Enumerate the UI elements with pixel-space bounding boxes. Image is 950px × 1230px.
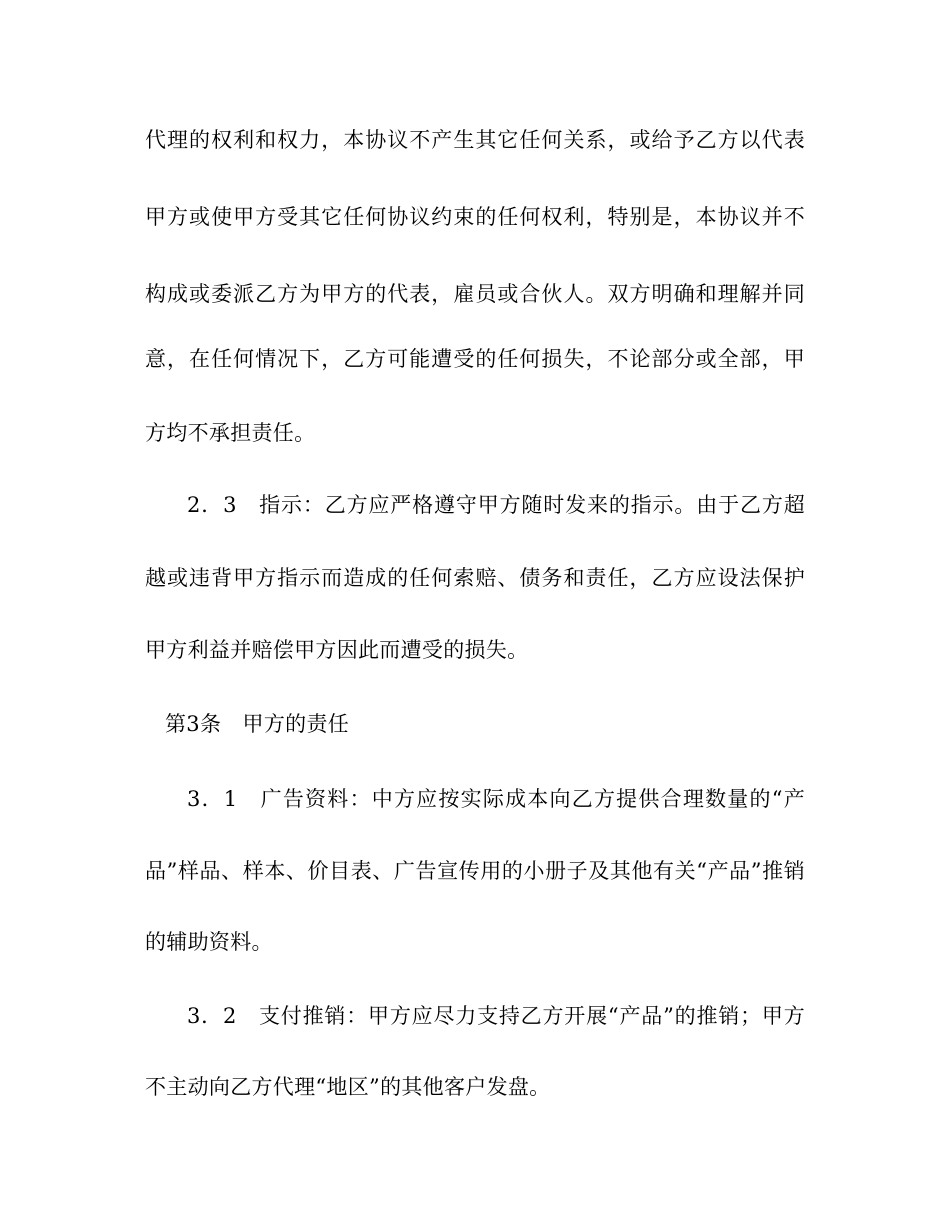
clause-3-1-line: 3．1 广告资料：中方应按实际成本向乙方提供合理数量的“产 bbox=[187, 787, 805, 811]
paragraph-line: 方均不承担责任。 bbox=[145, 421, 316, 445]
paragraph-line: 代理的权利和权力，本协议不产生其它任何关系，或给予乙方以代表 bbox=[145, 128, 805, 152]
clause-2-3-line: 2．3 指示：乙方应严格遵守甲方随时发来的指示。由于乙方超 bbox=[187, 493, 805, 517]
paragraph-line: 品”样品、样本、价目表、广告宣传用的小册子及其他有关“产品”推销 bbox=[145, 859, 805, 883]
paragraph-line: 甲方利益并赔偿甲方因此而遭受的损失。 bbox=[145, 638, 529, 662]
paragraph-line: 的辅助资料。 bbox=[145, 930, 273, 954]
paragraph-line: 意，在任何情况下，乙方可能遭受的任何损失，不论部分或全部，甲 bbox=[145, 347, 805, 371]
article-3-heading: 第3条 甲方的责任 bbox=[165, 712, 350, 736]
paragraph-line: 不主动向乙方代理“地区”的其他客户发盘。 bbox=[145, 1075, 551, 1099]
paragraph-line: 越或违背甲方指示而造成的任何索赔、债务和责任，乙方应设法保护 bbox=[145, 566, 805, 590]
paragraph-line: 甲方或使甲方受其它任何协议约束的任何权利，特别是，本协议并不 bbox=[145, 205, 805, 229]
paragraph-line: 构成或委派乙方为甲方的代表，雇员或合伙人。双方明确和理解并同 bbox=[145, 282, 805, 306]
clause-3-2-line: 3．2 支付推销：甲方应尽力支持乙方开展“产品”的推销；甲方 bbox=[187, 1004, 805, 1028]
